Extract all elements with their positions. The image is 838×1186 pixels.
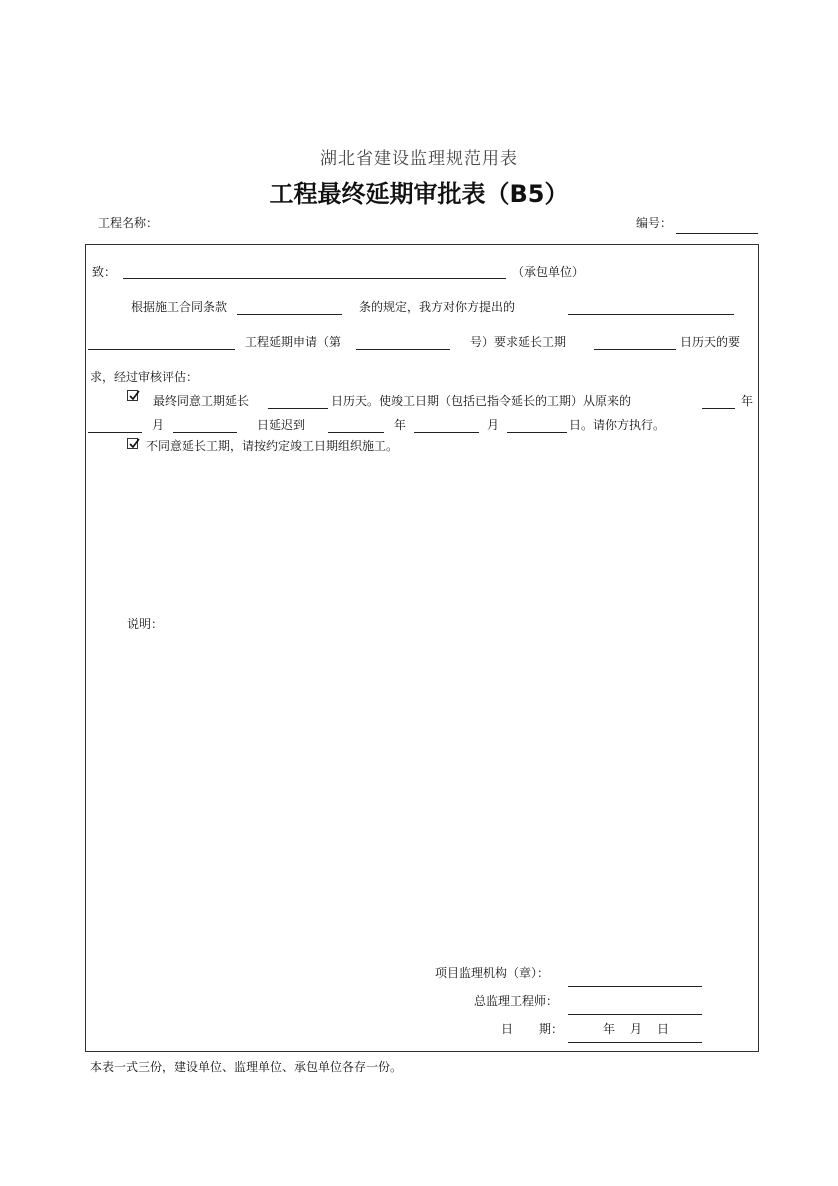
clause-rule-text: 条的规定，我方对你方提出的 (359, 300, 516, 314)
serial-label: 编号： (636, 216, 673, 230)
date-field[interactable] (568, 1042, 702, 1043)
completion-shift-text: 日历天。使竣工日期（包括已指令延长的工期）从原来的 (331, 394, 632, 408)
request-number-field[interactable] (356, 349, 450, 350)
orig-day-field[interactable] (173, 432, 237, 433)
year-unit: 年 (741, 394, 754, 408)
project-name-label: 工程名称： (98, 216, 159, 230)
checkmark-icon (128, 438, 140, 450)
date-label-day: 日 (501, 1022, 514, 1036)
contractor-note: （承包单位） (512, 265, 585, 279)
calendar-days-text: 日历天的要 (680, 335, 741, 349)
copies-note: 本表一式三份，建设单位、监理单位、承包单位各存一份。 (90, 1060, 403, 1074)
new-year-field[interactable] (328, 432, 384, 433)
disagree-checkbox[interactable] (127, 438, 138, 449)
chief-engineer-label: 总监理工程师： (474, 994, 559, 1008)
month-unit: 月 (152, 418, 165, 432)
supervision-org-field[interactable] (568, 986, 702, 987)
agree-extension-label: 最终同意工期延长 (153, 394, 250, 408)
extension-request-text: 工程延期申请（第 (245, 335, 342, 349)
clause-field[interactable] (237, 314, 342, 315)
date-year: 年 (603, 1022, 616, 1036)
project-field[interactable] (88, 349, 235, 350)
contract-clause-label: 根据施工合同条款 (131, 300, 228, 314)
orig-year-field[interactable] (702, 408, 735, 409)
explanation-label: 说明： (127, 617, 164, 631)
form-title: 工程最终延期审批表（B5） (269, 180, 569, 208)
new-month-field[interactable] (414, 432, 479, 433)
new-month-unit: 月 (487, 418, 500, 432)
to-field[interactable] (123, 278, 506, 279)
request-extension-text: 号）要求延长工期 (470, 335, 567, 349)
new-year-unit: 年 (394, 418, 407, 432)
checkmark-icon (128, 390, 140, 402)
requested-days-field[interactable] (594, 349, 676, 350)
approved-days-field[interactable] (268, 408, 328, 409)
date-label-period: 期： (539, 1022, 564, 1036)
date-day: 日 (657, 1022, 670, 1036)
supervision-org-label: 项目监理机构（章）： (435, 966, 550, 980)
delay-to-text: 日延迟到 (257, 418, 306, 432)
chief-engineer-field[interactable] (568, 1014, 702, 1015)
execute-text: 日。请你方执行。 (569, 418, 666, 432)
form-frame (85, 244, 759, 1052)
to-label: 致： (92, 265, 117, 279)
new-day-field[interactable] (507, 432, 567, 433)
form-subtitle: 湖北省建设监理规范用表 (320, 149, 518, 169)
date-month: 月 (630, 1022, 643, 1036)
agree-checkbox[interactable] (127, 390, 138, 401)
review-text: 求，经过审核评估： (90, 370, 199, 384)
serial-field[interactable] (676, 233, 758, 234)
proposer-field[interactable] (568, 314, 734, 315)
disagree-label: 不同意延长工期，请按约定竣工日期组织施工。 (146, 439, 399, 453)
orig-month-field[interactable] (88, 432, 142, 433)
